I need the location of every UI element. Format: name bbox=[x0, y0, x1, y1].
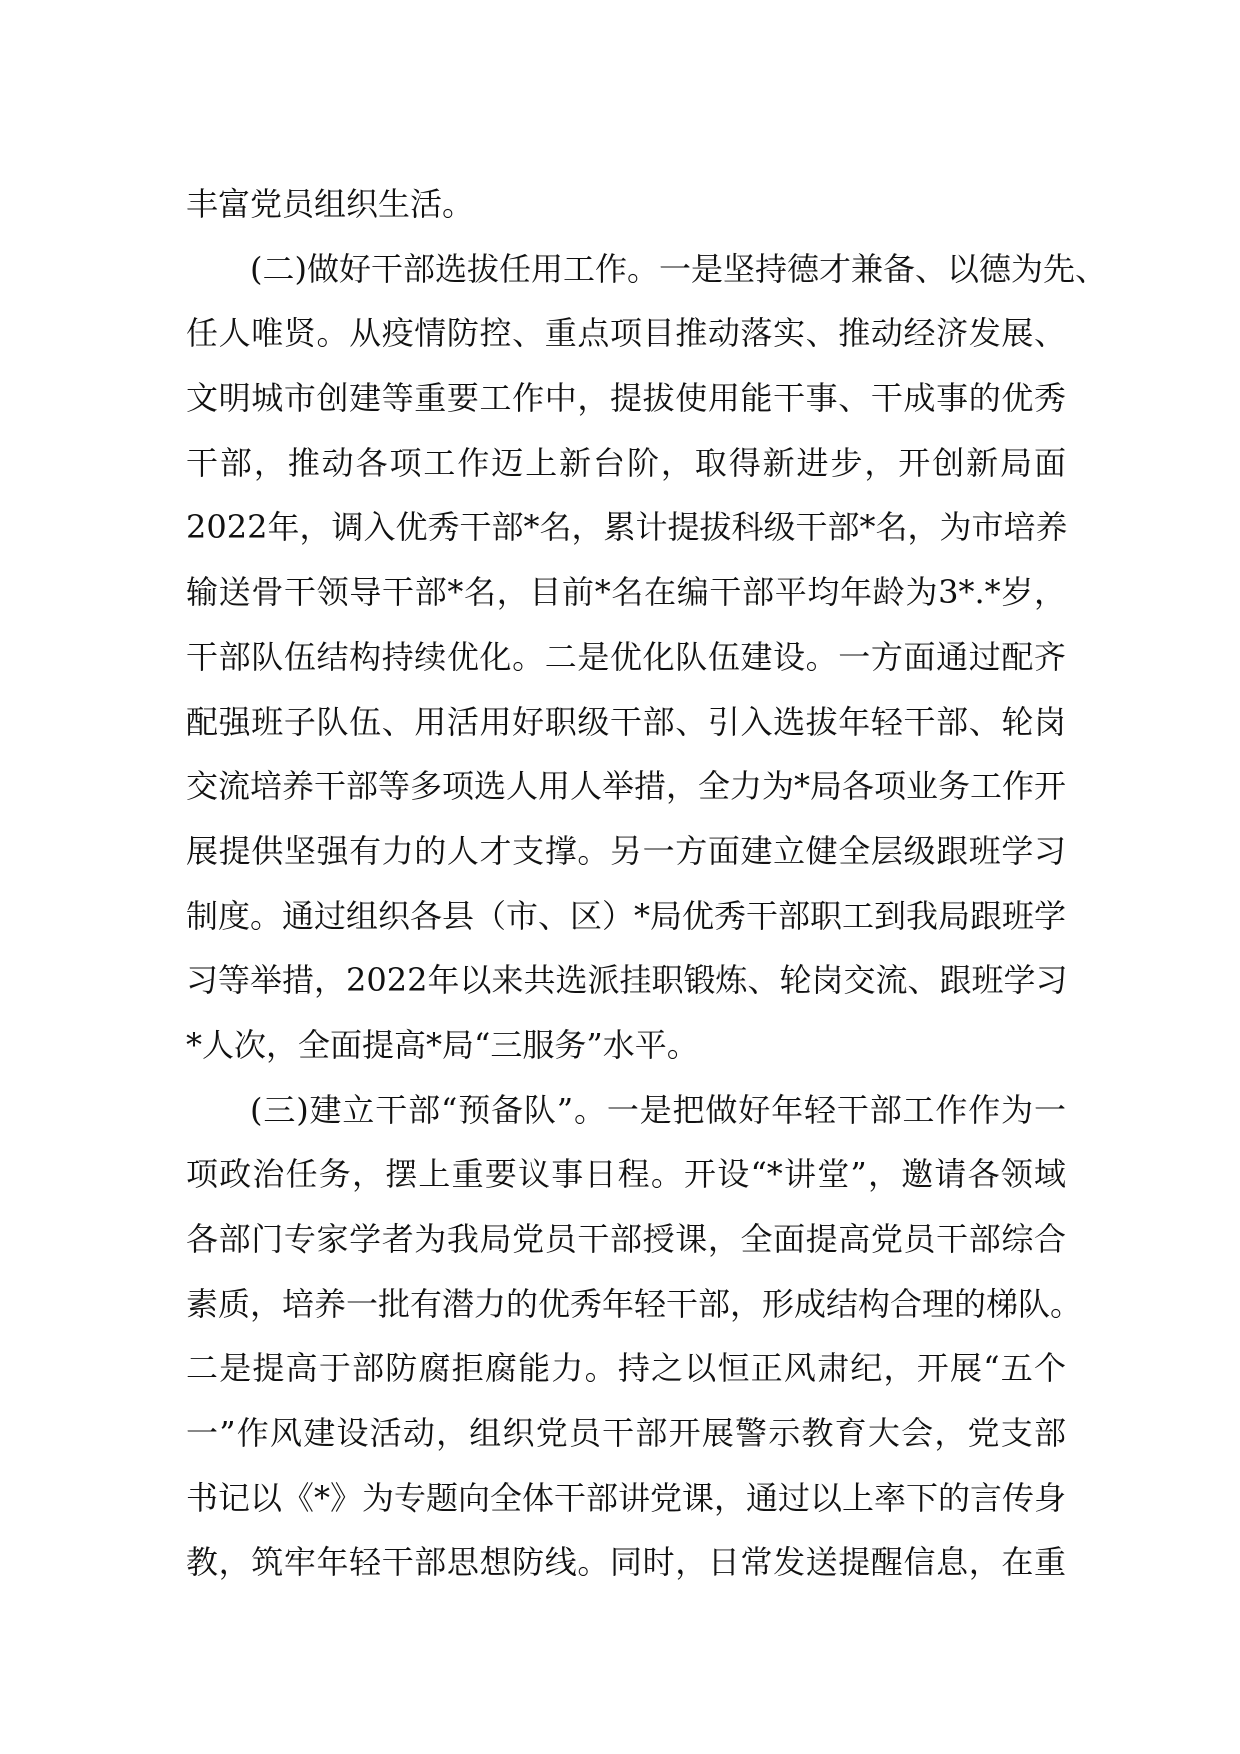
text-line: 书记以《*》为专题向全体干部讲党课，通过以上率下的言传身 bbox=[186, 1478, 1067, 1517]
text-line: 各部门专家学者为我局党员干部授课，全面提高党员干部综合 bbox=[186, 1220, 1066, 1258]
text-line: 输送骨干领导干部*名，目前*名在编干部平均年龄为3*.*岁， bbox=[186, 573, 1066, 612]
text-line: 丰富党员组织生活。 bbox=[186, 185, 475, 223]
text-line: 任人唯贤。从疫情防控、重点项目推动落实、推动经济发展、 bbox=[186, 314, 1066, 353]
text-line: 教，筑牢年轻干部思想防线。同时，日常发送提醒信息，在重 bbox=[186, 1543, 1066, 1582]
text-line: 配强班子队伍、用活用好职级干部、引入选拔年轻干部、轮岗 bbox=[186, 702, 1066, 741]
text-line: 制度。通过组织各县（市、区）*局优秀干部职工到我局跟班学 bbox=[186, 896, 1067, 935]
text-line: 习等举措，2022年以来共选派挂职锻炼、轮岗交流、跟班学习 bbox=[186, 961, 1068, 1000]
text-line: 展提供坚强有力的人才支撑。另一方面建立健全层级跟班学习 bbox=[186, 831, 1066, 870]
text-line: *人次，全面提高*局“三服务”水平。 bbox=[186, 1025, 699, 1064]
text-line: 一”作风建设活动，组织党员干部开展警示教育大会，党支部 bbox=[186, 1414, 1066, 1453]
text-line: 项政治任务，摆上重要议事日程。开设“*讲堂”，邀请各领域 bbox=[186, 1155, 1066, 1194]
text-line: (二)做好干部选拔任用工作。一是坚持德才兼备、以德为先、 bbox=[250, 249, 1107, 288]
text-line: 交流培养干部等多项选人用人举措，全力为*局各项业务工作开 bbox=[186, 767, 1067, 806]
text-line: 2022年，调入优秀干部*名，累计提拔科级干部*名，为市培养 bbox=[186, 508, 1068, 547]
text-line: (三)建立干部“预备队”。一是把做好年轻干部工作作为一 bbox=[250, 1090, 1066, 1129]
text-line: 干部，推动各项工作迈上新台阶，取得新进步，开创新局面 bbox=[186, 443, 1066, 482]
body-text bbox=[186, 172, 1107, 1595]
text-line: 二是提高于部防腐拒腐能力。持之以恒正风肃纪，开展“五个 bbox=[186, 1349, 1066, 1388]
text-line: 素质，培养一批有潜力的优秀年轻干部，形成结构合理的梯队。 bbox=[186, 1284, 1083, 1323]
text-line: 文明城市创建等重要工作中，提拔使用能干事、干成事的优秀 bbox=[186, 379, 1066, 418]
text-line: 干部队伍结构持续优化。二是优化队伍建设。一方面通过配齐 bbox=[186, 637, 1066, 676]
